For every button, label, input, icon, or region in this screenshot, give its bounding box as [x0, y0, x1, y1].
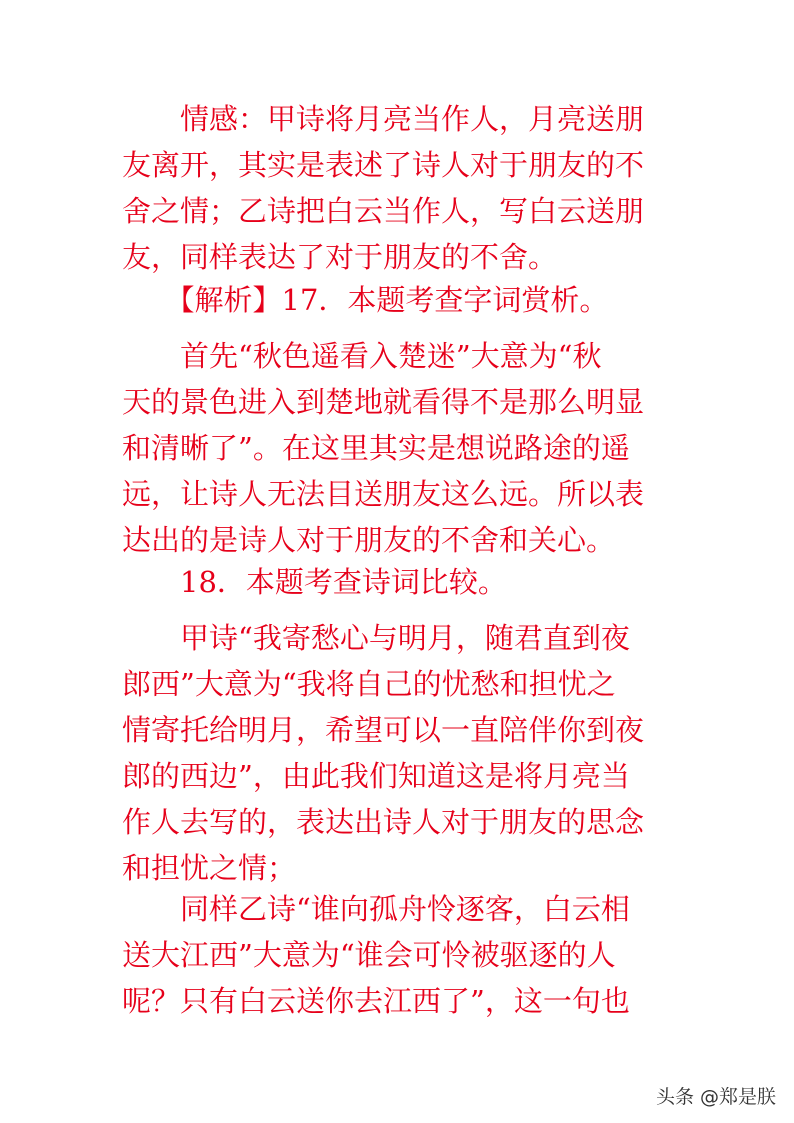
text-line: 和担忧之情； — [122, 851, 297, 885]
text-line: 友离开，其实是表述了诗人对于朋友的不 — [122, 148, 645, 182]
text-line: 郎西”大意为“我将自己的忧愁和担忧之 — [122, 667, 616, 701]
text-line: 达出的是诗人对于朋友的不舍和关心。 — [122, 523, 616, 557]
paragraph-q18-heading — [122, 559, 670, 605]
paragraph-analysis-heading — [122, 277, 670, 323]
paragraph-poem-b — [122, 886, 670, 1024]
text-line: 呢？只有白云送你去江西了”，这一句也 — [122, 984, 630, 1018]
text-line: 郎的西边”，由此我们知道这是将月亮当 — [122, 759, 630, 793]
watermark: 头条 @郑是朕 — [655, 1086, 776, 1108]
text-line: 舍之情；乙诗把白云当作人，写白云送朋 — [122, 194, 645, 228]
text-line: 18．本题考查诗词比较。 — [122, 565, 507, 599]
text-line: 同样乙诗“谁向孤舟怜逐客，白云相 — [122, 892, 630, 926]
paragraph-q17 — [122, 333, 670, 563]
text-line: 送大江西”大意为“谁会可怜被驱逐的人 — [122, 938, 616, 972]
text-line: 情感：甲诗将月亮当作人，月亮送朋 — [122, 102, 645, 136]
text-line: 友，同样表达了对于朋友的不舍。 — [122, 240, 558, 274]
text-line: 天的景色进入到楚地就看得不是那么明显 — [122, 385, 645, 419]
paragraph-poem-a — [122, 615, 670, 891]
text-line: 首先“秋色遥看入楚迷”大意为“秋 — [122, 339, 602, 373]
text-line: 和清晰了”。在这里其实是想说路途的遥 — [122, 431, 630, 465]
text-line: 作人去写的，表达出诗人对于朋友的思念 — [122, 805, 645, 839]
text-line: 甲诗“我寄愁心与明月，随君直到夜 — [122, 621, 630, 655]
text-line: 情寄托给明月，希望可以一直陪伴你到夜 — [122, 713, 645, 747]
text-line: 远，让诗人无法目送朋友这么远。所以表 — [122, 477, 645, 511]
text-line: 【解析】17．本题考查字词赏析。 — [122, 283, 609, 317]
paragraph-emotion — [122, 96, 670, 280]
